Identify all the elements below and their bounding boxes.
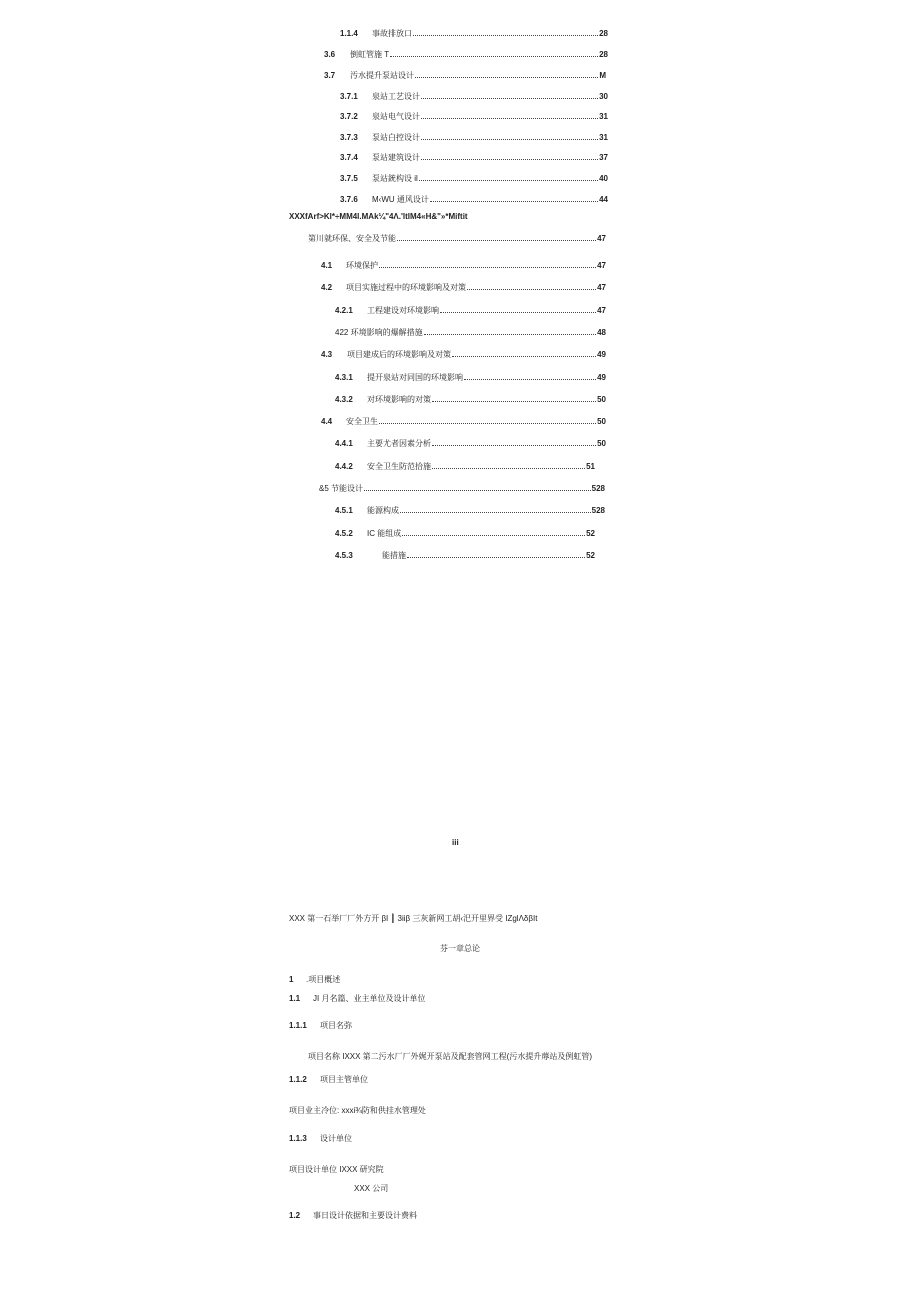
toc-row[interactable]: [324, 69, 606, 81]
toc-page: 28: [599, 29, 608, 38]
toc-leader: [415, 69, 598, 78]
toc-leader: [430, 193, 598, 202]
toc-leader: [407, 549, 585, 558]
toc-row[interactable]: [340, 172, 608, 184]
toc-row[interactable]: [321, 259, 606, 271]
toc-page: 52: [586, 551, 595, 560]
toc-number: 3.7.5: [340, 174, 358, 183]
toc-leader: [421, 90, 598, 99]
toc-row[interactable]: [335, 460, 595, 472]
toc-page: 30: [599, 92, 608, 101]
toc-page: 31: [599, 133, 608, 142]
toc-page: 40: [599, 174, 608, 183]
toc-leader: [397, 232, 596, 241]
toc-row[interactable]: [335, 371, 606, 383]
toc-page: 50: [597, 395, 606, 404]
toc-row[interactable]: [335, 326, 606, 338]
toc-leader: [432, 460, 585, 469]
toc-title: 项目实施过程中的环境影响及对策: [346, 283, 466, 292]
toc-page: 47: [597, 234, 606, 243]
toc-leader: [421, 151, 598, 160]
toc-title: 泵站銃构设 il: [372, 174, 418, 183]
toc-number: 3.7.6: [340, 195, 358, 204]
section-text: JI 月名篇、业主单位及设计单位: [313, 994, 426, 1003]
toc-row[interactable]: [340, 151, 608, 163]
toc-leader: [440, 304, 596, 313]
toc-row[interactable]: [324, 48, 608, 60]
toc-page: 44: [599, 195, 608, 204]
toc-number: 3.7: [324, 71, 336, 80]
toc-row[interactable]: [340, 90, 608, 102]
toc-title: 能措施: [382, 551, 406, 560]
toc-number: 4.3.2: [335, 395, 353, 404]
toc-title: 项目建成后的环境影响及对策: [347, 350, 451, 359]
toc-title: 泵站建筑设计: [372, 153, 420, 162]
section-text: 设计单位: [320, 1134, 352, 1143]
toc-number: 4.4.2: [335, 462, 353, 471]
toc-leader: [379, 259, 596, 268]
toc-page: 48: [597, 328, 606, 337]
paragraph: 项目业主冷位: xxxi¾防和供挂水管理处: [289, 1106, 426, 1115]
toc-page: 528: [591, 506, 605, 515]
toc-row[interactable]: [335, 504, 605, 516]
toc-number: 3.7.4: [340, 153, 358, 162]
toc-row[interactable]: [319, 482, 605, 494]
toc-row[interactable]: [335, 437, 606, 449]
toc-leader: [432, 393, 596, 402]
toc-page: 528: [591, 484, 605, 493]
toc-row[interactable]: [321, 281, 606, 293]
toc-page: 37: [599, 153, 608, 162]
toc-page: 50: [597, 439, 606, 448]
toc-title: 泉站工艺设计: [372, 92, 420, 101]
section-heading: [289, 1074, 368, 1086]
toc-page: 52: [586, 529, 595, 538]
toc-row[interactable]: [335, 393, 606, 405]
section-text: 事日设计依据和主要设计费料: [313, 1211, 417, 1220]
toc-leader: [421, 131, 598, 140]
section-text: .项目概述: [306, 975, 341, 984]
toc-number: 4.5.3: [335, 551, 353, 560]
toc-title: XXXfArf>Kl*÷MM4l.MAk¼"4Λ.'ltlM4«H&"»*Miftit: [289, 212, 468, 221]
toc-page: 51: [586, 462, 595, 471]
toc-title: IC 能组成: [367, 529, 402, 538]
section-number: 1.1.3: [289, 1134, 307, 1143]
toc-page: M: [599, 71, 606, 80]
toc-row[interactable]: [335, 527, 595, 539]
toc-page: 50: [597, 417, 606, 426]
toc-page: 47: [597, 306, 606, 315]
toc-page: 49: [597, 373, 606, 382]
toc-number: 4.4: [321, 417, 333, 426]
toc-leader: [413, 27, 598, 36]
toc-number: 3.7.1: [340, 92, 358, 101]
chapter-title: 芬一章总论: [440, 944, 480, 953]
toc-leader: [390, 48, 598, 57]
toc-number: 4.3: [321, 350, 333, 359]
toc-title: &5 节能设计: [319, 484, 364, 493]
toc-row[interactable]: [335, 549, 595, 561]
toc-row[interactable]: [289, 211, 468, 223]
toc-title: 对环境影响的对策: [367, 395, 431, 404]
section-number: 1.1: [289, 994, 301, 1003]
toc-title: 能源构成: [367, 506, 399, 515]
toc-page: 49: [597, 350, 606, 359]
toc-title: 提开泉站对同国的环境影响: [367, 373, 463, 382]
section-text: 项目主管单位: [320, 1075, 368, 1084]
toc-title: 安全卫生防范拾施: [367, 462, 431, 471]
toc-row[interactable]: [340, 131, 608, 143]
toc-title: 环境保护: [346, 261, 378, 270]
toc-title: 倒虹管施 T: [350, 50, 390, 59]
paragraph: XXX 公司: [354, 1184, 389, 1193]
paragraph: 项目名称 IXXX 第二污水厂厂外娓开泵站及配套管网工程(污水提升蓐站及例虹管): [308, 1052, 593, 1061]
toc-page: 31: [599, 112, 608, 121]
toc-title: 事故排放口: [372, 29, 412, 38]
section-number: 1: [289, 975, 294, 984]
toc-page: 28: [599, 50, 608, 59]
toc-leader: [467, 281, 596, 290]
toc-leader: [379, 415, 596, 424]
section-heading: [289, 1133, 352, 1145]
toc-number: 3.6: [324, 50, 336, 59]
toc-number: 4.1: [321, 261, 333, 270]
toc-title: 汚水提升泵站设计: [350, 71, 414, 80]
section-number: 1.2: [289, 1211, 301, 1220]
section-text: 项目名弥: [320, 1021, 352, 1030]
section-heading: [289, 993, 425, 1005]
toc-leader: [364, 482, 591, 491]
toc-number: 4.4.1: [335, 439, 353, 448]
toc-title: 泉站电气设计: [372, 112, 420, 121]
toc-number: 4.5.1: [335, 506, 353, 515]
toc-leader: [452, 348, 596, 357]
toc-leader: [464, 371, 596, 380]
toc-leader: [424, 326, 597, 335]
toc-title: 泵站白控设计: [372, 133, 420, 142]
toc-row[interactable]: [340, 110, 608, 122]
toc-row[interactable]: [335, 304, 606, 316]
section-number: 1.1.1: [289, 1021, 307, 1030]
toc-leader: [419, 172, 598, 181]
toc-number: 1.1.4: [340, 29, 358, 38]
toc-number: 3.7.2: [340, 112, 358, 121]
section-heading: [289, 1020, 352, 1032]
toc-number: 4.5.2: [335, 529, 353, 538]
toc-row[interactable]: [321, 415, 606, 427]
toc-title: 422 环境影响的爆解措施: [335, 328, 423, 337]
toc-title: 第川就环保、安全及节能: [308, 234, 396, 243]
toc-title: 主要尤者因素分析: [367, 439, 431, 448]
toc-number: 4.2: [321, 283, 333, 292]
toc-leader: [432, 437, 596, 446]
toc-number: 4.2.1: [335, 306, 353, 315]
section-number: 1.1.2: [289, 1075, 307, 1084]
toc-title: 安全卫生: [346, 417, 378, 426]
paragraph: 项目设计单位 IXXX 研究院: [289, 1165, 384, 1174]
toc-row[interactable]: [340, 193, 608, 205]
section-heading: [289, 1210, 417, 1222]
page-number: iii: [452, 838, 459, 847]
section-heading: [289, 974, 340, 986]
toc-page: 47: [597, 283, 606, 292]
toc-row[interactable]: [308, 232, 606, 244]
toc-title: 工程建设对环境影响: [367, 306, 439, 315]
toc-page: 47: [597, 261, 606, 270]
toc-number: 4.3.1: [335, 373, 353, 382]
toc-title: M‹WU 通风设计: [372, 195, 429, 204]
toc-row[interactable]: [340, 27, 608, 39]
toc-row[interactable]: [321, 348, 606, 360]
toc-leader: [402, 527, 585, 536]
toc-leader: [400, 504, 591, 513]
toc-leader: [421, 110, 598, 119]
running-header: XXX 第一石举厂厂外方开 βI ┃ 3iiβ 三灰新网工胡‹汜开里界受 IZglΛδβIt: [289, 914, 538, 923]
toc-number: 3.7.3: [340, 133, 358, 142]
